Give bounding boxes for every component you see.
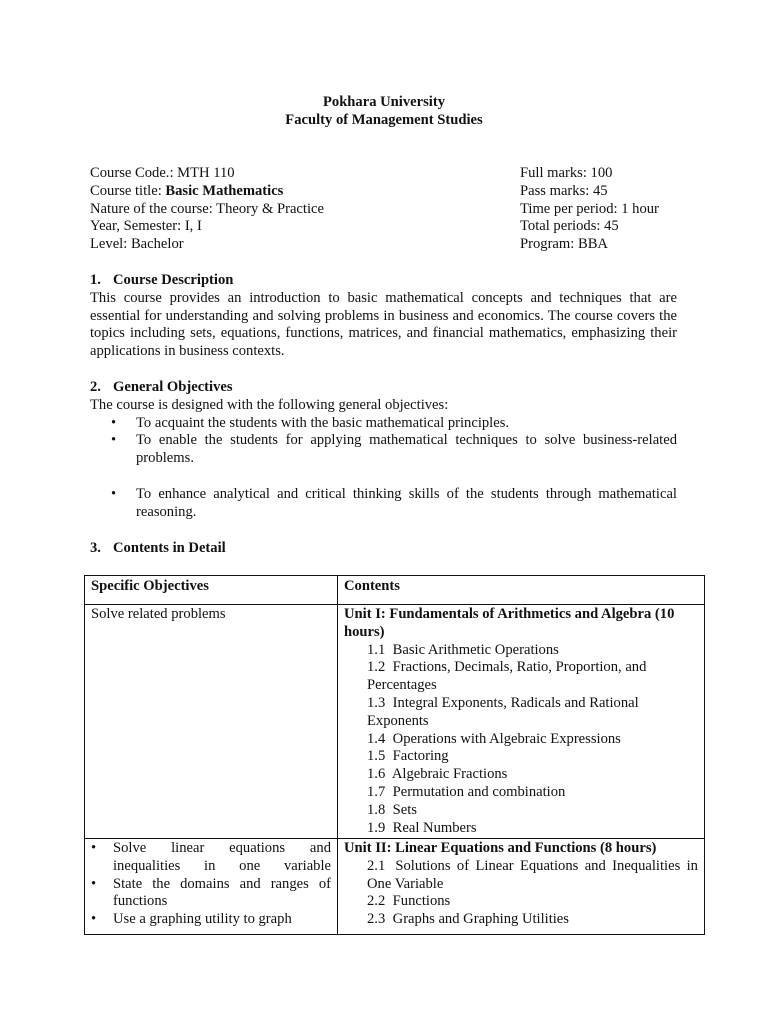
course-description-text: This course provides an introduction to basic mathematical concepts and techniques that are essential for understanding and solving problems in business and economics. The course covers the topics including sets, equations, functions, matrices, and financial mathematics, emphasizing their applications in business contexts. [90, 289, 677, 360]
unit1-objectives-cell [85, 605, 338, 839]
objectives-list [90, 415, 677, 522]
unit1-contents-cell [338, 605, 705, 839]
table-header-row [85, 576, 705, 605]
unit2-contents-cell [338, 839, 705, 935]
bullet-icon: • [91, 911, 97, 928]
faculty-name: Faculty of Management Studies [285, 111, 483, 128]
unit2-objectives-cell [85, 839, 338, 935]
list-item: • Solve linear equations and inequalities in one variable [91, 840, 331, 874]
unit2-objectives-list [91, 840, 331, 929]
topic-item: 1.5 Factoring [367, 748, 449, 765]
topic-item: 1.8 Sets [367, 801, 417, 818]
unit1-title: Unit I: Fundamentals of Arithmetics and Algebra (10 hours) [344, 606, 675, 640]
full-marks-line: Full marks: 100 [520, 165, 613, 181]
list-item: • State the domains and ranges of functions [91, 875, 331, 910]
column-header-contents: Contents [338, 576, 705, 605]
university-name: Pokhara University [322, 94, 446, 110]
course-title-line: Course title: Basic Mathematics [90, 182, 284, 199]
course-info-left [90, 165, 490, 254]
course-nature-line: Nature of the course: Theory & Practice [90, 200, 324, 217]
list-item: • To acquaint the students with the basic mathematical principles. [111, 414, 510, 431]
contents-table [84, 575, 705, 935]
course-code-line: Course Code.: MTH 110 [90, 165, 235, 181]
document-header [0, 94, 768, 130]
bullet-icon: • [111, 485, 117, 502]
list-item: • Use a graphing utility to graph [91, 911, 292, 928]
topic-item: 2.3 Graphs and Graphing Utilities [367, 911, 569, 928]
time-per-period-line: Time per period: 1 hour [520, 200, 659, 217]
topic-item: 2.1 Solutions of Linear Equations and Inequalities in One Variable [367, 857, 698, 892]
year-semester-line: Year, Semester: I, I [90, 218, 202, 235]
total-periods-line: Total periods: 45 [520, 218, 619, 235]
bullet-icon: • [111, 432, 117, 449]
contents-section [90, 540, 677, 558]
general-objectives-section [90, 379, 677, 521]
topic-item: 1.6 Algebraic Fractions [367, 766, 508, 783]
bullet-icon: • [91, 840, 97, 856]
topic-item: 1.3 Integral Exponents, Radicals and Rational Exponents [367, 694, 639, 729]
unit2-title: Unit II: Linear Equations and Functions (8 hours) [344, 840, 657, 856]
topic-item: 1.2 Fractions, Decimals, Ratio, Proportion, and Percentages [367, 659, 647, 694]
list-item: • To enable the students for applying mathematical techniques to solve business-related problems. [111, 432, 677, 467]
topic-item: 1.9 Real Numbers [367, 819, 477, 836]
section-heading: 3. Contents in Detail [90, 540, 226, 556]
topic-item: 2.2 Functions [367, 893, 451, 910]
course-info-right [520, 165, 720, 254]
section-heading: 2. General Objectives [90, 379, 233, 395]
bullet-icon: • [111, 414, 117, 431]
topic-item: 1.7 Permutation and combination [367, 783, 566, 800]
course-description-section [90, 272, 677, 361]
column-header-objectives: Specific Objectives [85, 576, 338, 605]
pass-marks-line: Pass marks: 45 [520, 182, 608, 199]
course-title-value: Basic Mathematics [165, 182, 284, 199]
table-row [85, 605, 705, 839]
objectives-intro: The course is designed with the following general objectives: [90, 396, 449, 413]
program-line: Program: BBA [520, 236, 608, 253]
topic-item: 1.1 Basic Arithmetic Operations [367, 641, 559, 658]
topic-item: 1.4 Operations with Algebraic Expressions [367, 730, 621, 747]
level-line: Level: Bachelor [90, 236, 184, 253]
unit1-objective: Solve related problems [91, 606, 226, 622]
list-item: • To enhance analytical and critical thinking skills of the students through mathematical reasoning. [111, 485, 677, 520]
section-heading: 1. Course Description [90, 272, 234, 288]
table-row [85, 839, 705, 935]
bullet-icon: • [91, 875, 97, 892]
